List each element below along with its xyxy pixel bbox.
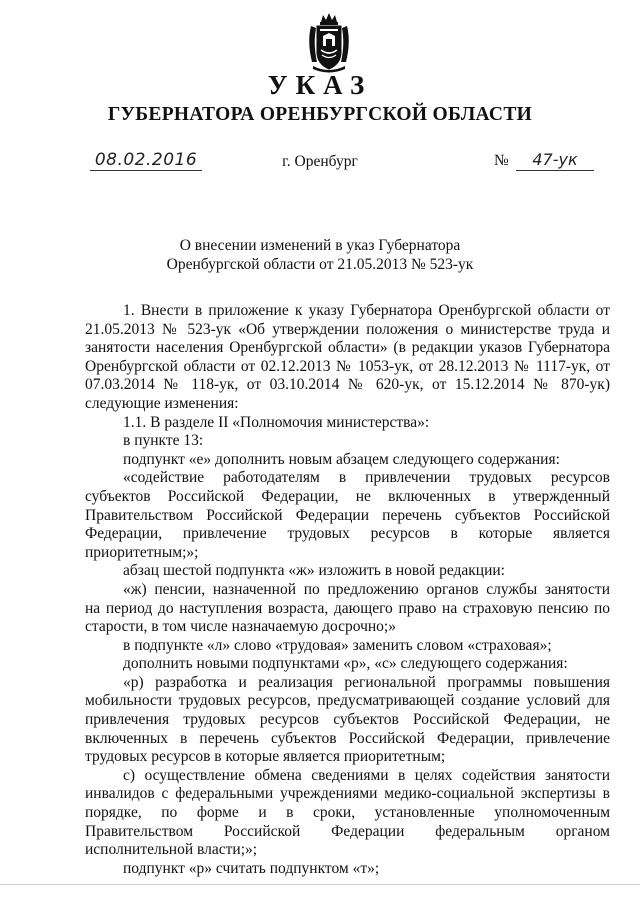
body-paragraph xyxy=(85,637,610,656)
body-paragraph xyxy=(85,655,610,674)
decree-number-value: 47-ук xyxy=(516,150,594,171)
body-line: 1. Внести в приложение к указу Губернатора Оренбургской области от xyxy=(123,302,610,319)
subject-line: О внесении изменений в указ Губернатора xyxy=(179,237,461,254)
decree-number xyxy=(494,150,600,171)
body-line: Правительством Российской Федерации федеральным органом xyxy=(85,822,610,840)
issuer-title: ГУБЕРНАТОРА ОРЕНБУРГСКОЙ ОБЛАСТИ xyxy=(107,104,533,125)
decree-date: 08.02.2016 xyxy=(90,150,202,171)
body-line: подпункт «р» считать подпунктом «т»; xyxy=(123,859,380,877)
number-sign: № xyxy=(494,152,509,169)
decree-city: г. Оренбург xyxy=(282,153,358,170)
body-line: дополнить новыми подпунктами «р», «с» следующего содержания: xyxy=(123,655,568,673)
body-paragraph xyxy=(85,562,610,581)
body-line: Правительством Российской Федерации перечень субъектов Российской xyxy=(85,506,610,524)
body-line: 07.03.2014 № 118-ук, от 03.10.2014 № 620-ук, от 15.12.2014 № 870-ук) xyxy=(85,376,610,394)
body-line: приоритетным;»; xyxy=(85,543,199,561)
body-line: занятости населения Оренбургской области» (в редакции указов Губернатора xyxy=(85,339,610,357)
body-line: порядке, по форме и в сроки, установленные уполномоченным xyxy=(85,804,610,822)
decree-body xyxy=(85,302,610,878)
body-line: трудовых ресурсов в которые является приоритетным; xyxy=(85,748,446,766)
body-line: исполнительной власти;»; xyxy=(85,841,258,859)
body-paragraph xyxy=(85,302,610,414)
body-line: «содействие работодателям в привлечении трудовых ресурсов xyxy=(123,469,610,487)
body-line: на период до наступления возраста, дающего право на страховую пенсию по xyxy=(85,599,610,617)
body-paragraph xyxy=(85,581,610,637)
body-line: субъектов Российской Федерации, не включенных в утвержденный xyxy=(85,487,610,505)
body-line: в подпункте «л» слово «трудовая» заменить словом «страховая»; xyxy=(123,636,552,654)
subject-line: Оренбургской области от 21.05.2013 № 523-ук xyxy=(166,256,474,273)
oblast-coat-of-arms-icon xyxy=(303,12,355,74)
body-paragraph xyxy=(85,469,610,562)
page-bottom-edge xyxy=(0,884,640,885)
body-line: с) осуществление обмена сведениями в целях содействия занятости xyxy=(123,766,610,784)
body-line: подпункт «е» дополнить новым абзацем следующего содержания: xyxy=(123,450,560,468)
body-paragraph xyxy=(85,451,610,470)
body-line: включенных в перечень субъектов Российской Федерации, привлечение xyxy=(85,729,610,747)
body-line: Федерации, привлечение трудовых ресурсов в которые является xyxy=(85,525,610,543)
body-line: «р) разработка и реализация региональной программы повышения xyxy=(123,673,610,691)
body-line: старости, в том числе назначаемую досрочно;» xyxy=(85,618,396,636)
decree-subject xyxy=(0,236,640,274)
body-paragraph xyxy=(85,432,610,451)
body-line: следующие изменения: xyxy=(85,394,239,412)
body-line: привлечения трудовых ресурсов субъектов Российской Федерации, не xyxy=(85,711,610,729)
body-paragraph xyxy=(85,674,610,767)
body-line: 21.05.2013 № 523-ук «Об утверждении положения о министерстве труда и xyxy=(85,320,610,338)
body-line: Оренбургской области от 02.12.2013 № 1053-ук, от 28.12.2013 № 1117-ук, от xyxy=(85,357,610,375)
body-line: мобильности трудовых ресурсов, предусматривающей создание условий для xyxy=(85,692,610,710)
body-line: 1.1. В разделе II «Полномочия министерства»: xyxy=(123,413,430,431)
body-paragraph xyxy=(85,767,610,860)
body-line: абзац шестой подпункта «ж» изложить в новой редакции: xyxy=(123,562,505,580)
body-line: «ж) пенсии, назначенной по предложению органов службы занятости xyxy=(123,580,610,598)
document-type-title: УКАЗ xyxy=(267,70,373,100)
body-paragraph xyxy=(85,414,610,433)
body-line: в пункте 13: xyxy=(123,432,204,450)
body-paragraph xyxy=(85,860,610,879)
body-line: инвалидов с федеральными учреждениями медико-социальной экспертизы в xyxy=(85,785,610,803)
